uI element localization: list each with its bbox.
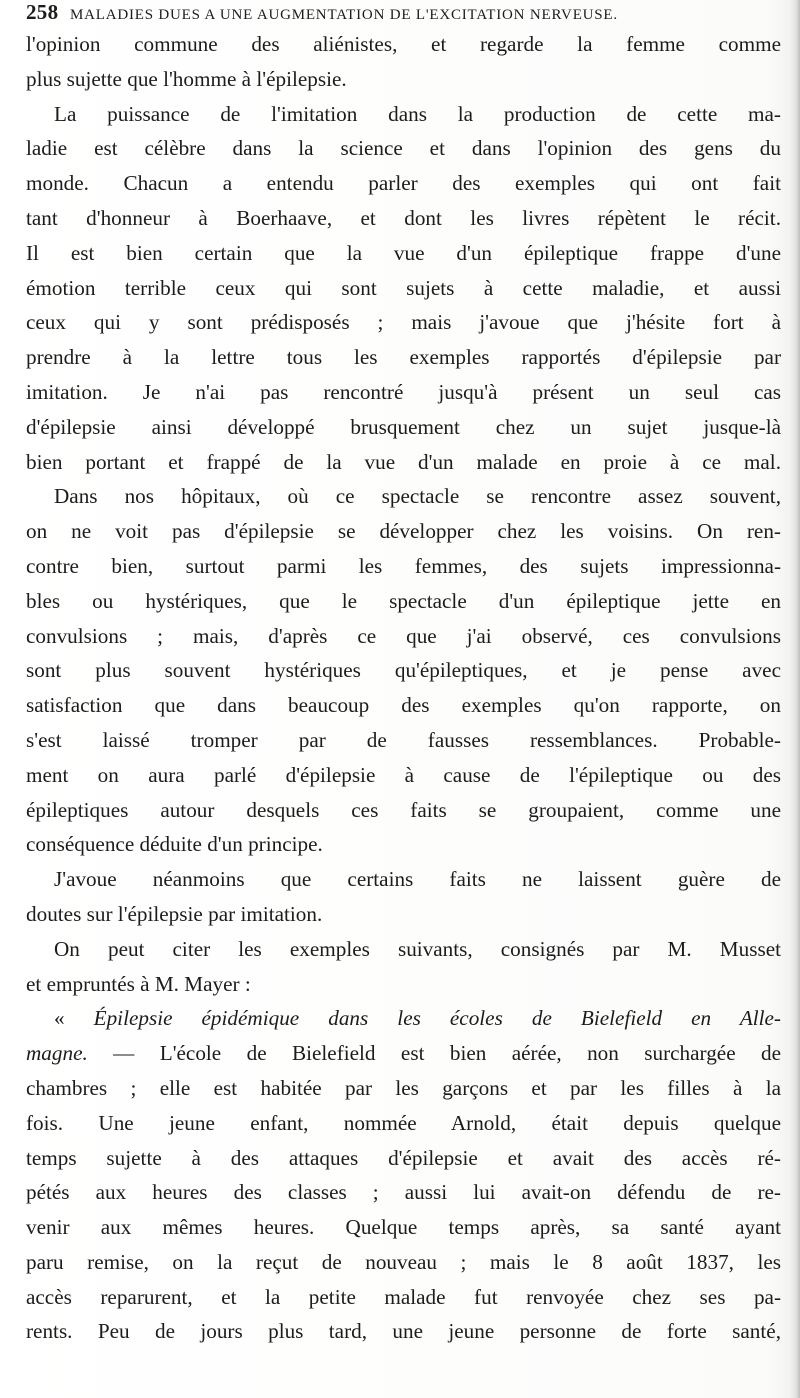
text-line: prendre à la lettre tous les exemples rapportés d'épilepsie par bbox=[26, 345, 781, 370]
running-header bbox=[26, 0, 786, 26]
page-edge-shadow bbox=[790, 0, 800, 1398]
text-line: on ne voit pas d'épilepsie se développer chez les voisins. On ren- bbox=[26, 519, 781, 544]
text-line: conséquence déduite d'un principe. bbox=[26, 832, 323, 857]
text-line: J'avoue néanmoins que certains faits ne laissent guère de bbox=[54, 867, 781, 892]
text-line: l'opinion commune des aliénistes, et regarde la femme comme bbox=[26, 32, 781, 56]
text-line: doutes sur l'épilepsie par imitation. bbox=[26, 901, 323, 926]
text-line: Dans nos hôpitaux, où ce spectacle se rencontre assez souvent, bbox=[54, 484, 781, 509]
page-number: 258 bbox=[26, 0, 59, 24]
quoted-title-end: magne. bbox=[26, 1041, 88, 1066]
text-line: pétés aux heures des classes ; aussi lui avait-on défendu de re- bbox=[26, 1180, 781, 1205]
text-line: ladie est célèbre dans la science et dans l'opinion des gens du bbox=[26, 136, 781, 161]
text-line: émotion terrible ceux qui sont sujets à cette maladie, et aussi bbox=[26, 275, 781, 300]
text-line: contre bien, surtout parmi les femmes, des sujets impressionna- bbox=[26, 553, 781, 578]
text-line: bien portant et frappé de la vue d'un malade en proie à ce mal. bbox=[26, 449, 781, 474]
text-line: ceux qui y sont prédisposés ; mais j'avoue que j'hésite fort à bbox=[26, 310, 781, 335]
text-line-rest: — L'école de Bielefield est bien aérée, non surchargée de bbox=[87, 1041, 781, 1066]
text-line: satisfaction que dans beaucoup des exemples qu'on rapporte, on bbox=[26, 693, 781, 718]
text-line: épileptiques autour desquels ces faits se groupaient, comme une bbox=[26, 797, 781, 822]
text-line: chambres ; elle est habitée par les garçons et par les filles à la bbox=[26, 1075, 781, 1100]
quoted-title-line bbox=[26, 1001, 781, 1036]
text-line bbox=[26, 1036, 781, 1071]
text-line: imitation. Je n'ai pas rencontré jusqu'à présent un seul cas bbox=[26, 379, 781, 404]
text-line: sont plus souvent hystériques qu'épileptiques, et je pense avec bbox=[26, 658, 781, 683]
body-text bbox=[26, 27, 781, 1349]
text-line: monde. Chacun a entendu parler des exemples qui ont fait bbox=[26, 171, 781, 196]
text-line: paru remise, on la reçut de nouveau ; mais le 8 août 1837, les bbox=[26, 1249, 781, 1274]
quoted-title: Épilepsie épidémique dans les écoles de Bielefield en Alle- bbox=[93, 1006, 781, 1031]
text-line: ment on aura parlé d'épilepsie à cause de l'épileptique ou des bbox=[26, 762, 781, 787]
text-line: d'épilepsie ainsi développé brusquement chez un sujet jusque-là bbox=[26, 414, 781, 439]
text-line: tant d'honneur à Boerhaave, et dont les livres répètent le récit. bbox=[26, 205, 781, 230]
open-quote: « bbox=[54, 1006, 94, 1031]
text-line: rents. Peu de jours plus tard, une jeune personne de forte santé, bbox=[26, 1319, 781, 1344]
text-line: accès reparurent, et la petite malade fut renvoyée chez ses pa- bbox=[26, 1284, 781, 1309]
text-line: temps sujette à des attaques d'épilepsie et avait des accès ré- bbox=[26, 1145, 781, 1170]
text-line: et empruntés à M. Mayer : bbox=[26, 971, 251, 996]
text-line: bles ou hystériques, que le spectacle d'un épileptique jette en bbox=[26, 588, 781, 613]
text-line: La puissance de l'imitation dans la production de cette ma- bbox=[54, 101, 781, 126]
text-line: fois. Une jeune enfant, nommée Arnold, était depuis quelque bbox=[26, 1110, 781, 1135]
text-line: venir aux mêmes heures. Quelque temps après, sa santé ayant bbox=[26, 1215, 781, 1240]
text-line: plus sujette que l'homme à l'épilepsie. bbox=[26, 66, 347, 91]
running-title: MALADIES DUES A UNE AUGMENTATION DE L'EXCITATION NERVEUSE. bbox=[69, 7, 618, 23]
text-line: s'est laissé tromper par de fausses ressemblances. Probable- bbox=[26, 727, 781, 752]
text-line: Il est bien certain que la vue d'un épileptique frappe d'une bbox=[26, 240, 781, 265]
text-line: convulsions ; mais, d'après ce que j'ai observé, ces convulsions bbox=[26, 623, 781, 648]
text-line: On peut citer les exemples suivants, consignés par M. Musset bbox=[54, 936, 781, 961]
